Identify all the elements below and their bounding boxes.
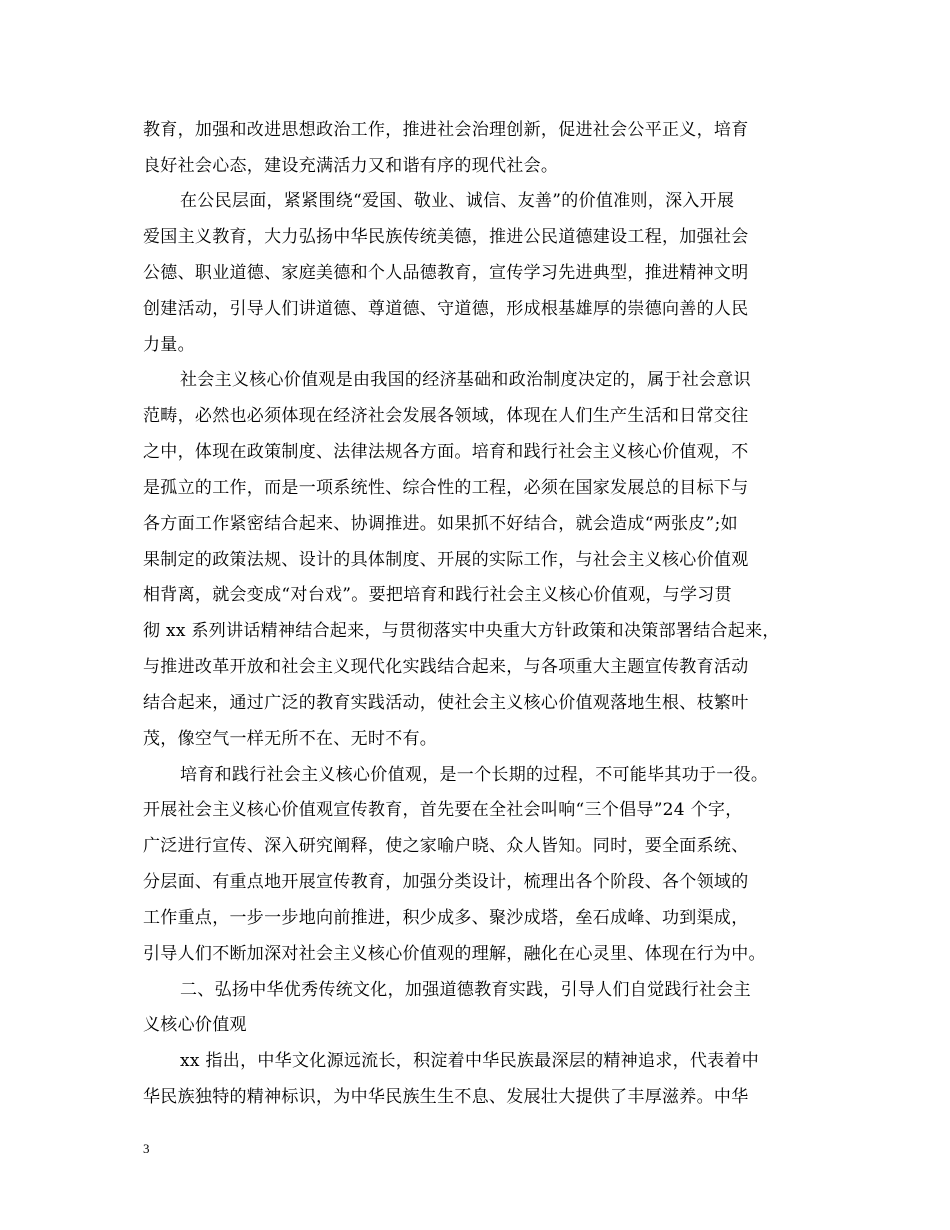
text-line: 是孤立的工作，而是一项系统性、综合性的工程，必须在国家发展总的目标下与 <box>143 478 749 498</box>
section-heading: 二、弘扬中华优秀传统文化，加强道德教育实践，引导人们自觉践行社会主 <box>180 980 751 1000</box>
section-heading: 义核心价值观 <box>143 1015 247 1035</box>
text-line: 力量。 <box>143 335 195 355</box>
text-line: 开展社会主义核心价值观宣传教育，首先要在全社会叫响“三个倡导”24 个字， <box>143 800 743 820</box>
text-line: 爱国主义教育，大力弘扬中华民族传统美德，推进公民道德建设工程，加强社会 <box>143 227 749 247</box>
text-line: 华民族独特的精神标识，为中华民族生生不息、发展壮大提供了丰厚滋养。中华 <box>143 1087 749 1107</box>
text-line: 茂，像空气一样无所不在、无时不有。 <box>143 729 438 749</box>
text-line: 相背离，就会变成“对台戏”。要把培育和践行社会主义核心价值观，与学习贯 <box>143 585 732 605</box>
text-line: 范畴，必然也必须体现在经济社会发展各领域，体现在人们生产生活和日常交往 <box>143 406 749 426</box>
text-line: 创建活动，引导人们讲道德、尊道德、守道德，形成根基雄厚的崇德向善的人民 <box>143 299 749 319</box>
text-line: 分层面、有重点地开展宣传教育，加强分类设计，梳理出各个阶段、各个领域的 <box>143 872 749 892</box>
text-line: 培育和践行社会主义核心价值观，是一个长期的过程，不可能毕其功于一役。 <box>180 765 769 785</box>
text-line: 社会主义核心价值观是由我国的经济基础和政治制度决定的，属于社会意识 <box>180 370 751 390</box>
text-line: 广泛进行宣传、深入研究阐释，使之家喻户晓、众人皆知。同时，要全面系统、 <box>143 836 749 856</box>
text-line: 工作重点，一步一步地向前推进，积少成多、聚沙成塔，垒石成峰、功到渠成， <box>143 908 749 928</box>
text-line: 教育，加强和改进思想政治工作，推进社会治理创新，促进社会公平正义，培育 <box>143 120 749 140</box>
text-line: 之中，体现在政策制度、法律法规各方面。培育和践行社会主义核心价值观，不 <box>143 442 749 462</box>
text-line: 良好社会心态，建设充满活力又和谐有序的现代社会。 <box>143 156 559 176</box>
text-line: 各方面工作紧密结合起来、协调推进。如果抓不好结合，就会造成“两张皮”;如 <box>143 514 738 534</box>
text-line: 公德、职业道德、家庭美德和个人品德教育，宣传学习先进典型，推进精神文明 <box>143 263 749 283</box>
text-line: 彻 xx 系列讲话精神结合起来，与贯彻落实中央重大方针政策和决策部署结合起来， <box>143 621 780 641</box>
text-line: 与推进改革开放和社会主义现代化实践结合起来，与各项重大主题宣传教育活动 <box>143 657 749 677</box>
text-line: 引导人们不断加深对社会主义核心价值观的理解，融化在心灵里、体现在行为中。 <box>143 944 766 964</box>
page-number: 3 <box>143 1141 150 1156</box>
text-line: 果制定的政策法规、设计的具体制度、开展的实际工作，与社会主义核心价值观 <box>143 550 749 570</box>
text-line: xx 指出，中华文化源远流长，积淀着中华民族最深层的精神追求，代表着中 <box>180 1051 760 1071</box>
text-line: 结合起来，通过广泛的教育实践活动，使社会主义核心价值观落地生根、枝繁叶 <box>143 693 749 713</box>
text-line: 在公民层面，紧紧围绕“爱国、敬业、诚信、友善”的价值准则，深入开展 <box>180 191 735 211</box>
